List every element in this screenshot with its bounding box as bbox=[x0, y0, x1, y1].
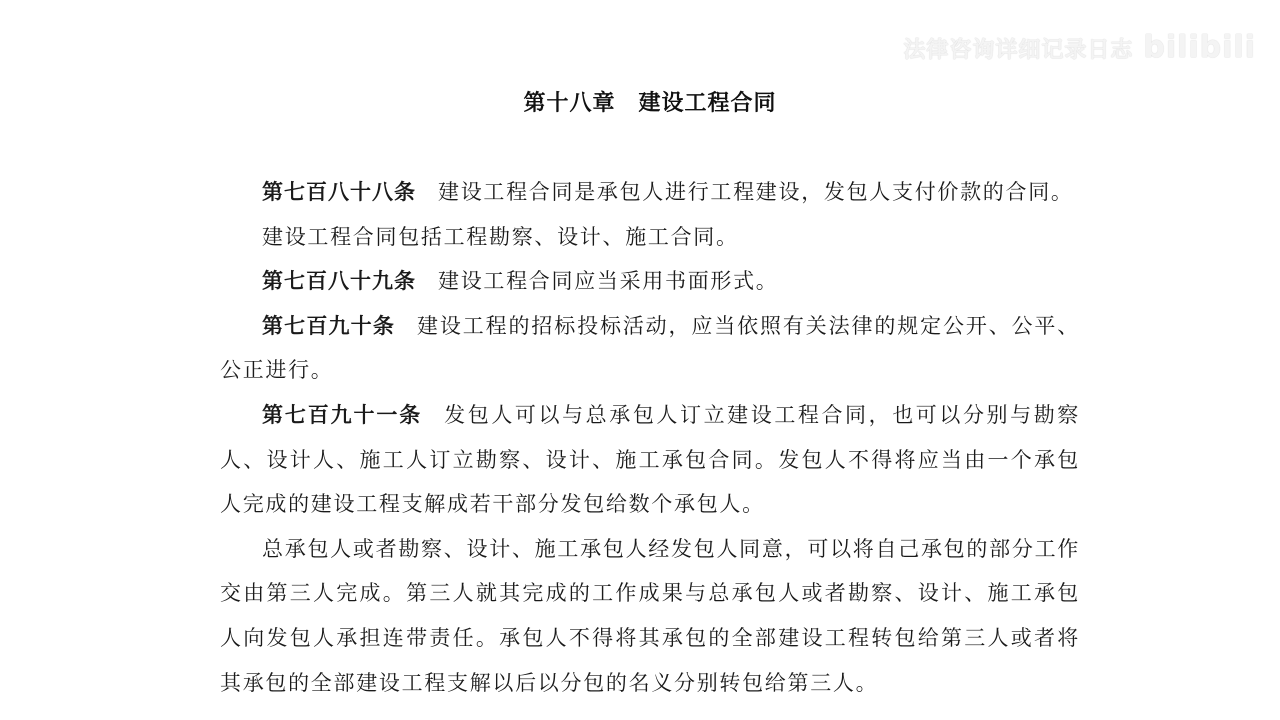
article-number: 第七百八十八条 bbox=[262, 180, 416, 204]
article-number: 第七百八十九条 bbox=[262, 269, 416, 294]
article-text: 建设工程合同包括工程勘察、设计、施工合同。 bbox=[262, 224, 739, 249]
watermark-text: 法律咨询详细记录日志 bbox=[903, 38, 1134, 63]
article-text: 建设工程合同应当采用书面形式。 bbox=[438, 269, 779, 294]
chapter-title: 第十八章 建设工程合同 bbox=[523, 91, 777, 116]
document-body bbox=[220, 170, 1080, 705]
watermark bbox=[903, 30, 1256, 65]
article-text: 发包人可以与总承包人订立建设工程合同，也可以分别与勘察人、设计人、施工人订立勘察、设计、施工承包合同。发包人不得将应当由一个承包人完成的建设工程支解成若干部分发包给数个承包人。 bbox=[220, 402, 1080, 517]
article-paragraph bbox=[220, 304, 1080, 393]
article-paragraph bbox=[220, 259, 1080, 304]
article-text: 建设工程合同是承包人进行工程建设，发包人支付价款的合同。 bbox=[438, 180, 1074, 204]
article-number: 第七百九十条 bbox=[262, 313, 396, 338]
article-paragraph bbox=[220, 170, 1080, 215]
article-number: 第七百九十一条 bbox=[262, 402, 423, 427]
article-text: 总承包人或者勘察、设计、施工承包人经发包人同意，可以将自己承包的部分工作交由第三人完成。第三人就其完成的工作成果与总承包人或者勘察、设计、施工承包人向发包人承担连带责任。承包人不得将其承包的全部建设工程转包给第三人或者将其承包的全部建设工程支解以后以分包的名义分别转包给第三人。 bbox=[220, 536, 1080, 695]
bilibili-logo: bilibili bbox=[1143, 30, 1256, 65]
article-paragraph bbox=[220, 215, 1080, 260]
article-text: 建设工程的招标投标活动，应当依照有关法律的规定公开、公平、公正进行。 bbox=[220, 313, 1080, 383]
article-paragraph bbox=[220, 527, 1080, 705]
article-paragraph bbox=[220, 393, 1080, 527]
